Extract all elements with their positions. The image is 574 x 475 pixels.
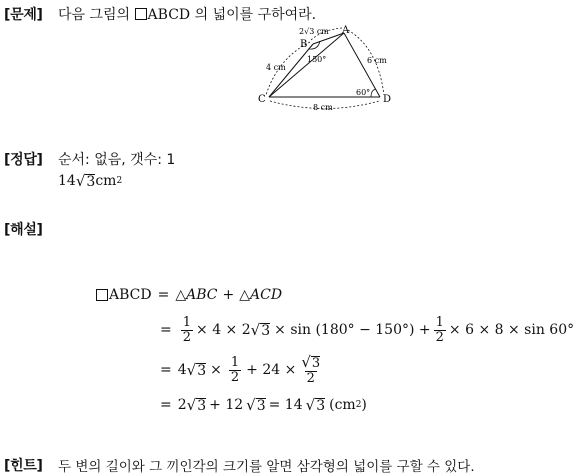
line4-radicand2: 3 (256, 398, 266, 414)
line4-sqrt2: √ 3 (246, 396, 266, 414)
line2-frac2-num: 1 (435, 314, 444, 330)
problem-text-after: 의 넓이를 구하여라. (190, 7, 317, 23)
problem-tag: [문제] (4, 7, 43, 23)
explanation-line-1 (96, 287, 282, 303)
angle-d-value: 60° (356, 88, 371, 97)
answer-radicand: 3 (86, 174, 96, 190)
line1-term1: ABC (186, 287, 218, 303)
hint-text: 두 변의 길이와 그 끼인각의 크기를 알면 삼각형의 넓이를 구할 수 있다. (58, 459, 475, 475)
line3-frac2 (299, 352, 322, 386)
side-cd-length: 8 cm (313, 103, 333, 112)
problem-quad-name: ABCD (147, 7, 191, 23)
line2-sqrt: √ 3 (250, 320, 271, 339)
explanation-line-4 (160, 396, 367, 414)
line1-lhs: ABCD (109, 287, 152, 303)
triangle-symbol: △ (175, 287, 187, 303)
line4-eq: = (160, 397, 172, 414)
line2-frac1 (181, 316, 193, 344)
answer-value (58, 172, 122, 190)
line4-unit: (cm (329, 397, 356, 414)
line3-times: × (210, 362, 222, 378)
line4-radicand3: 3 (316, 398, 326, 414)
quadrilateral-figure (0, 0, 537, 120)
line3-frac1 (229, 356, 241, 384)
line4-sqrt1: √ 3 (186, 396, 207, 414)
line2-part1: × 4 × 2 (196, 322, 251, 338)
vertex-a-label: A (342, 25, 350, 36)
line1-term2: ACD (250, 287, 283, 303)
line2-frac2 (434, 316, 446, 344)
answer-unit-exp: 2 (116, 176, 123, 187)
line3-frac2-den: 2 (306, 370, 315, 386)
line3-frac2-num: √ 3 (301, 352, 321, 371)
line2-frac2-den: 2 (435, 329, 444, 345)
line4-sqrt3: √ 3 (305, 396, 326, 414)
line2-part3: × 6 × 8 × sin 60° (448, 322, 574, 338)
vertex-b-label: B (300, 39, 308, 50)
line1-plus: + (222, 287, 235, 303)
line3-frac2-radicand: 3 (311, 355, 321, 371)
line3-coef: 4 (177, 362, 187, 378)
angle-arc-d (371, 89, 376, 97)
answer-meta: 순서: 없음, 갯수: 1 (58, 152, 176, 168)
line3-radicand: 3 (197, 362, 207, 379)
line2-frac1-den: 2 (182, 329, 192, 345)
answer-unit: cm (95, 173, 117, 190)
triangle-symbol: △ (239, 287, 251, 303)
line3-sqrt: √ 3 (186, 360, 207, 379)
line4-part3: = 14 (268, 397, 303, 414)
hint-tag: [힌트] (4, 458, 43, 474)
line4-close: ) (361, 397, 367, 414)
line3-frac1-den: 2 (230, 369, 240, 385)
side-ad-length: 6 cm (367, 56, 387, 65)
answer-sqrt: √ 3 (75, 172, 96, 190)
answer-tag: [정답] (4, 152, 43, 168)
line4-coef1: 2 (177, 397, 187, 414)
line3-frac1-num: 1 (230, 354, 240, 370)
line2-radicand: 3 (261, 322, 271, 339)
side-bc-length: 4 cm (266, 63, 286, 72)
line2-frac1-num: 1 (182, 314, 192, 330)
line4-unit-exp: 2 (355, 400, 362, 411)
line4-part2: + 12 (209, 397, 244, 414)
side-ab-length: 2√3 cm (299, 27, 329, 36)
explanation-line-3 (160, 350, 325, 390)
angle-b-value: 150° (307, 55, 327, 64)
quadrilateral-symbol (96, 289, 108, 301)
line3-part2: + 24 × (246, 362, 297, 378)
explanation-tag: [해설] (4, 222, 43, 238)
line2-part2: × sin (180° − 150°) + (274, 322, 431, 338)
vertex-d-label: D (383, 94, 392, 105)
vertex-c-label: C (258, 94, 266, 105)
line2-eq: = (160, 322, 172, 338)
answer-coef: 14 (58, 173, 76, 190)
line4-radicand1: 3 (197, 398, 207, 414)
problem-text-before: 다음 그림의 (58, 7, 135, 23)
line3-eq: = (160, 362, 172, 378)
explanation-line-2 (160, 312, 574, 348)
line1-eq: = (157, 287, 170, 303)
